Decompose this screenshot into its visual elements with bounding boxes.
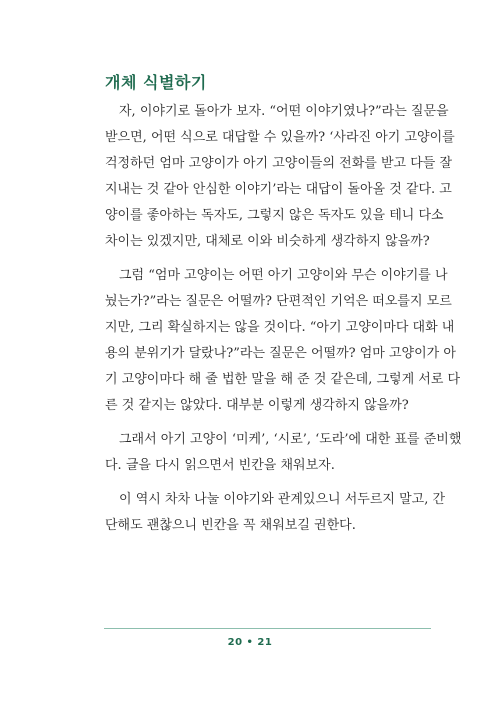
body-text	[105, 99, 462, 547]
text-line: 기 고양이마다 해 줄 법한 말을 해 준 것 같은데, 그렇게 서로 다	[105, 372, 461, 387]
text-line: 다. 글을 다시 읽으면서 빈칸을 채워보자.	[105, 458, 335, 473]
text-line: 지만, 그리 확실하지는 않을 것이다. “아기 고양이마다 대화 내	[105, 320, 455, 335]
footer-divider	[104, 628, 431, 629]
text-line: 눴는가?”라는 질문은 어떨까? 단편적인 기억은 떠오를지 모르	[105, 294, 452, 309]
text-line: 그럼 “엄마 고양이는 어떤 아기 고양이와 무슨 이야기를 나	[119, 268, 448, 283]
text-line: 양이를 좋아하는 독자도, 그렇지 않은 독자도 있을 테니 다소	[105, 208, 444, 223]
text-line: 용의 분위기가 달랐나?”라는 질문은 어떨까? 엄마 고양이가 아	[105, 346, 456, 361]
text-line: 이 역시 차차 나눌 이야기와 관계있으니 서두르지 말고, 간	[119, 492, 446, 507]
paragraph	[105, 99, 455, 255]
text-line: 받으면, 어떤 식으로 대답할 수 있을까? ‘사라진 아기 고양이를	[105, 130, 455, 145]
text-line: 걱정하던 엄마 고양이가 아기 고양이들의 전화를 받고 다들 잘	[105, 156, 453, 171]
paragraph	[105, 487, 446, 539]
paragraph	[105, 263, 461, 419]
text-line: 자, 이야기로 돌아가 보자. “어떤 이야기였나?”라는 질문을	[119, 104, 449, 119]
paragraph	[105, 427, 462, 479]
page-number: 20 • 21	[227, 637, 273, 648]
text-line: 차이는 있겠지만, 대체로 이와 비슷하게 생각하지 않을까?	[105, 234, 430, 249]
section-heading: 개체 식별하기	[105, 73, 207, 92]
text-line: 지내는 것 같아 안심한 이야기’라는 대답이 돌아올 것 같다. 고	[105, 182, 452, 197]
text-line: 른 것 같지는 않았다. 대부분 이렇게 생각하지 않을까?	[105, 398, 409, 413]
text-line: 그래서 아기 고양이 ‘미케’, ‘시로’, ‘도라’에 대한 표를 준비했	[119, 432, 462, 447]
text-line: 단해도 괜찮으니 빈칸을 꼭 채워보길 권한다.	[105, 518, 356, 533]
